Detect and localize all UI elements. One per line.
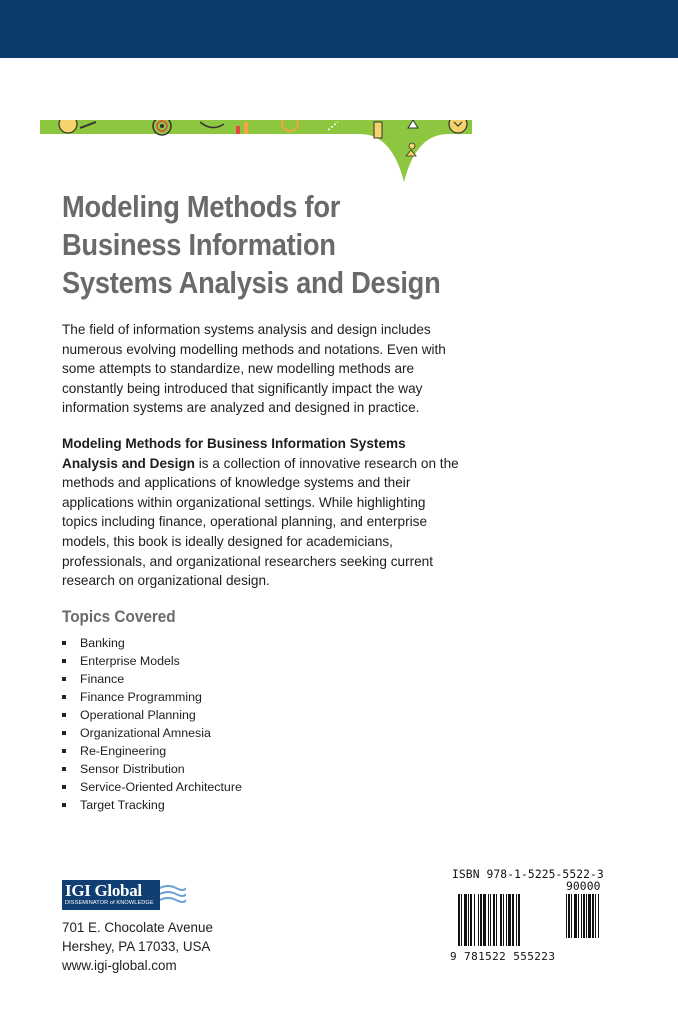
publisher-logo: [62, 880, 186, 912]
barcode-bar: [461, 894, 462, 946]
bullet-icon: [62, 641, 66, 645]
barcode-bar: [458, 894, 460, 946]
barcode-bar: [568, 894, 570, 938]
barcode-bar: [483, 894, 486, 946]
price-code: 90000: [566, 880, 601, 893]
bullet-icon: [62, 749, 66, 753]
address-line-1: 701 E. Chocolate Avenue: [62, 920, 213, 935]
topic-label: Target Tracking: [80, 798, 165, 812]
bullet-icon: [62, 713, 66, 717]
logo-text: IGI Global: [65, 881, 142, 900]
bullet-icon: [62, 659, 66, 663]
barcode-bar: [493, 894, 495, 946]
barcode-bar: [588, 894, 591, 938]
barcode-bar: [586, 894, 587, 938]
bullet-icon: [62, 785, 66, 789]
barcode-bar: [574, 894, 577, 938]
barcode-bar: [496, 894, 497, 946]
topic-item: [62, 688, 242, 706]
topic-item: [62, 778, 242, 796]
title-line-1: Modeling Methods for: [62, 189, 341, 224]
barcode-bar: [592, 894, 594, 938]
barcode-bar: [516, 894, 517, 946]
topic-item: [62, 742, 242, 760]
description-paragraph-2: [62, 434, 462, 591]
barcode-bar: [480, 894, 482, 946]
topic-label: Operational Planning: [80, 708, 196, 722]
topics-heading: Topics Covered: [62, 607, 176, 626]
topic-item: [62, 724, 242, 742]
title-line-3: Systems Analysis and Design: [62, 265, 441, 300]
barcode-bar: [518, 894, 520, 946]
isbn-label: ISBN 978-1-5225-5522-3: [452, 868, 604, 881]
topic-item: [62, 670, 242, 688]
bullet-icon: [62, 695, 66, 699]
bullet-icon: [62, 731, 66, 735]
topic-item: [62, 652, 242, 670]
barcode-bar: [464, 894, 467, 946]
bullet-icon: [62, 803, 66, 807]
topic-label: Finance: [80, 672, 125, 686]
barcode-bar: [490, 894, 491, 946]
topic-label: Re-Engineering: [80, 744, 167, 758]
barcode-bar: [468, 894, 469, 946]
barcode-bar: [598, 894, 599, 938]
barcode-bar: [500, 894, 502, 946]
bullet-icon: [62, 677, 66, 681]
barcode-bar: [478, 894, 479, 946]
topic-label: Banking: [80, 636, 125, 650]
barcode-bar: [571, 894, 572, 938]
barcode-bar: [581, 894, 582, 938]
topic-item: [62, 796, 242, 814]
barcode: [450, 868, 622, 968]
barcode-bar: [566, 894, 567, 938]
topic-label: Enterprise Models: [80, 654, 180, 668]
barcode-bar: [583, 894, 585, 938]
address-line-2: Hershey, PA 17033, USA: [62, 939, 211, 954]
topic-item: [62, 706, 242, 724]
title-line-2: Business Information: [62, 227, 336, 262]
ean-number: 9 781522 555223: [450, 950, 556, 963]
barcode-bar: [506, 894, 507, 946]
topic-item: [62, 760, 242, 778]
logo-tagline: DISSEMINATOR of KNOWLEDGE: [65, 900, 154, 906]
barcode-bar: [474, 894, 475, 946]
barcode-bar: [595, 894, 596, 938]
description-body: is a collection of innovative research on the methods and applications of knowledge systems and their applications within organizational settings. While highlighting topics including finance, operational planning, and enterprise models, this book is ideally designed for academicians, professionals, and organizational researchers seeking current research on organizational design.: [62, 455, 459, 589]
bullet-icon: [62, 767, 66, 771]
top-color-band: [0, 0, 678, 58]
barcode-bar: [488, 894, 489, 946]
topic-label: Organizational Amnesia: [80, 726, 211, 740]
topics-list: [62, 634, 242, 814]
book-title: [62, 188, 441, 302]
decorative-banner: [40, 120, 472, 186]
topic-label: Sensor Distribution: [80, 762, 185, 776]
barcode-bar: [503, 894, 504, 946]
publisher-website: www.igi-global.com: [62, 958, 177, 973]
barcode-bar: [512, 894, 514, 946]
barcode-bar: [578, 894, 579, 938]
publisher-address: [62, 918, 213, 975]
barcode-bar: [470, 894, 472, 946]
description-paragraph-1: The field of information systems analysis and design includes numerous evolving modelling methods and notations. Even with some attempts to standardize, new modelling methods are constantly being introduced that significantly impact the way information systems are analyzed and designed in practice.: [62, 322, 446, 416]
logo-wave-icon: [160, 882, 186, 908]
description-bold-title: Modeling Methods for Business Information Systems Analysis and Design: [62, 436, 406, 471]
topic-item: [62, 634, 242, 652]
topic-label: Finance Programming: [80, 690, 202, 704]
logo-box: [62, 880, 160, 910]
barcode-bars: [450, 894, 622, 950]
topic-label: Service-Oriented Architecture: [80, 780, 242, 794]
barcode-bar: [508, 894, 511, 946]
